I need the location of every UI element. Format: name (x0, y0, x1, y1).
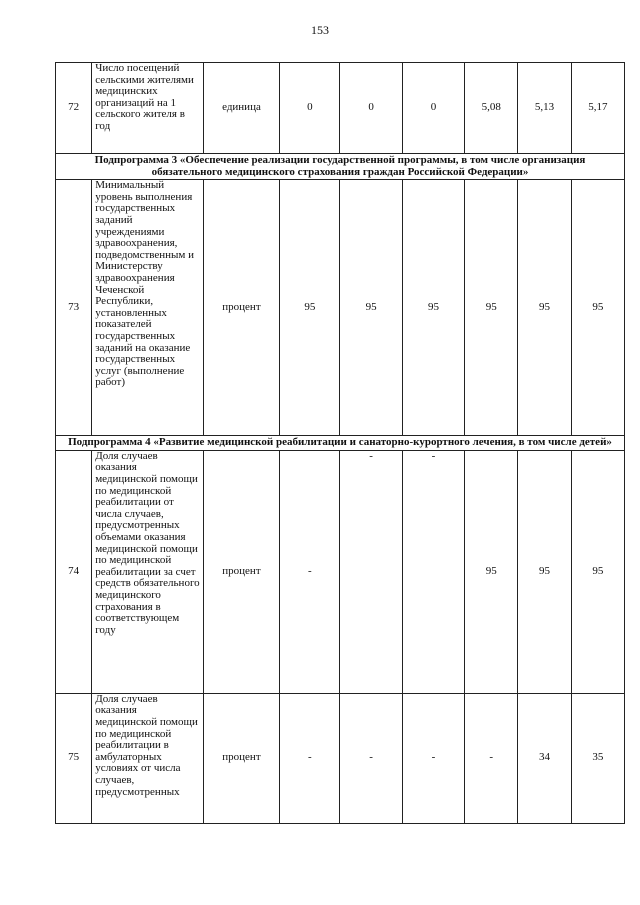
section-row (56, 436, 625, 451)
value-cell: 0 (402, 63, 464, 154)
value-cell: - (280, 450, 340, 693)
value-cell: 95 (402, 180, 464, 436)
unit-cell: процент (203, 180, 279, 436)
row-number: 75 (56, 693, 92, 823)
value-cell: 95 (518, 180, 571, 436)
table-row (56, 63, 625, 154)
value-cell: 0 (280, 63, 340, 154)
value-cell: 5,13 (518, 63, 571, 154)
value-cell: 95 (340, 180, 402, 436)
table-row (56, 450, 625, 693)
value-cell: 0 (340, 63, 402, 154)
table-row (56, 180, 625, 436)
unit-cell: процент (203, 693, 279, 823)
indicator-name: Минимальный уровень выполнения государственных заданий учреждениями здравоохранения, подведомственным и Министерству здравоохранения Чеченской Республики, установленных показателей государственных заданий на оказание государственных услуг (выполнение работ) (92, 180, 204, 436)
row-number: 74 (56, 450, 92, 693)
value-cell: 95 (518, 450, 571, 693)
value-cell: - (465, 693, 518, 823)
value-cell: 35 (571, 693, 624, 823)
value-cell: - (340, 693, 402, 823)
value-cell: 95 (571, 450, 624, 693)
value-cell: 5,17 (571, 63, 624, 154)
value-cell: 95 (465, 180, 518, 436)
page-number: 153 (311, 23, 329, 37)
indicator-table (55, 62, 625, 824)
value-cell: 5,08 (465, 63, 518, 154)
section-row (56, 154, 625, 180)
row-number: 72 (56, 63, 92, 154)
indicator-name: Число посещений сельскими жителями медицинских организаций на 1 сельского жителя в год (92, 63, 204, 154)
value-cell: - (402, 693, 464, 823)
value-cell: 95 (280, 180, 340, 436)
row-number: 73 (56, 180, 92, 436)
table-row (56, 693, 625, 823)
section-heading: Подпрограмма 3 «Обеспечение реализации государственной программы, в том числе организация обязательного медицинского страхования граждан Российской Федерации» (56, 154, 625, 180)
unit-cell: единица (203, 63, 279, 154)
value-dash: - (369, 449, 373, 462)
value-cell: 34 (518, 693, 571, 823)
indicator-name: Доля случаев оказания медицинской помощи по медицинской реабилитации в амбулаторных условиях от числа случаев, предусмотренных (92, 693, 204, 823)
value-cell: - (280, 693, 340, 823)
value-cell: 95 (571, 180, 624, 436)
indicator-name: Доля случаев оказания медицинской помощи по медицинской реабилитации от числа случаев, предусмотренных объемами оказания медицинской помощи по медицинской реабилитации за счет средств обязательного медицинского страхования в соответствующем году (92, 450, 204, 693)
value-dash: - (431, 449, 436, 462)
value-cell: 95 (465, 450, 518, 693)
unit-cell: процент (203, 450, 279, 693)
value-cell (340, 450, 402, 693)
value-cell (402, 450, 464, 693)
section-heading: Подпрограмма 4 «Развитие медицинской реабилитации и санаторно-курортного лечения, в том числе детей» (56, 436, 625, 451)
